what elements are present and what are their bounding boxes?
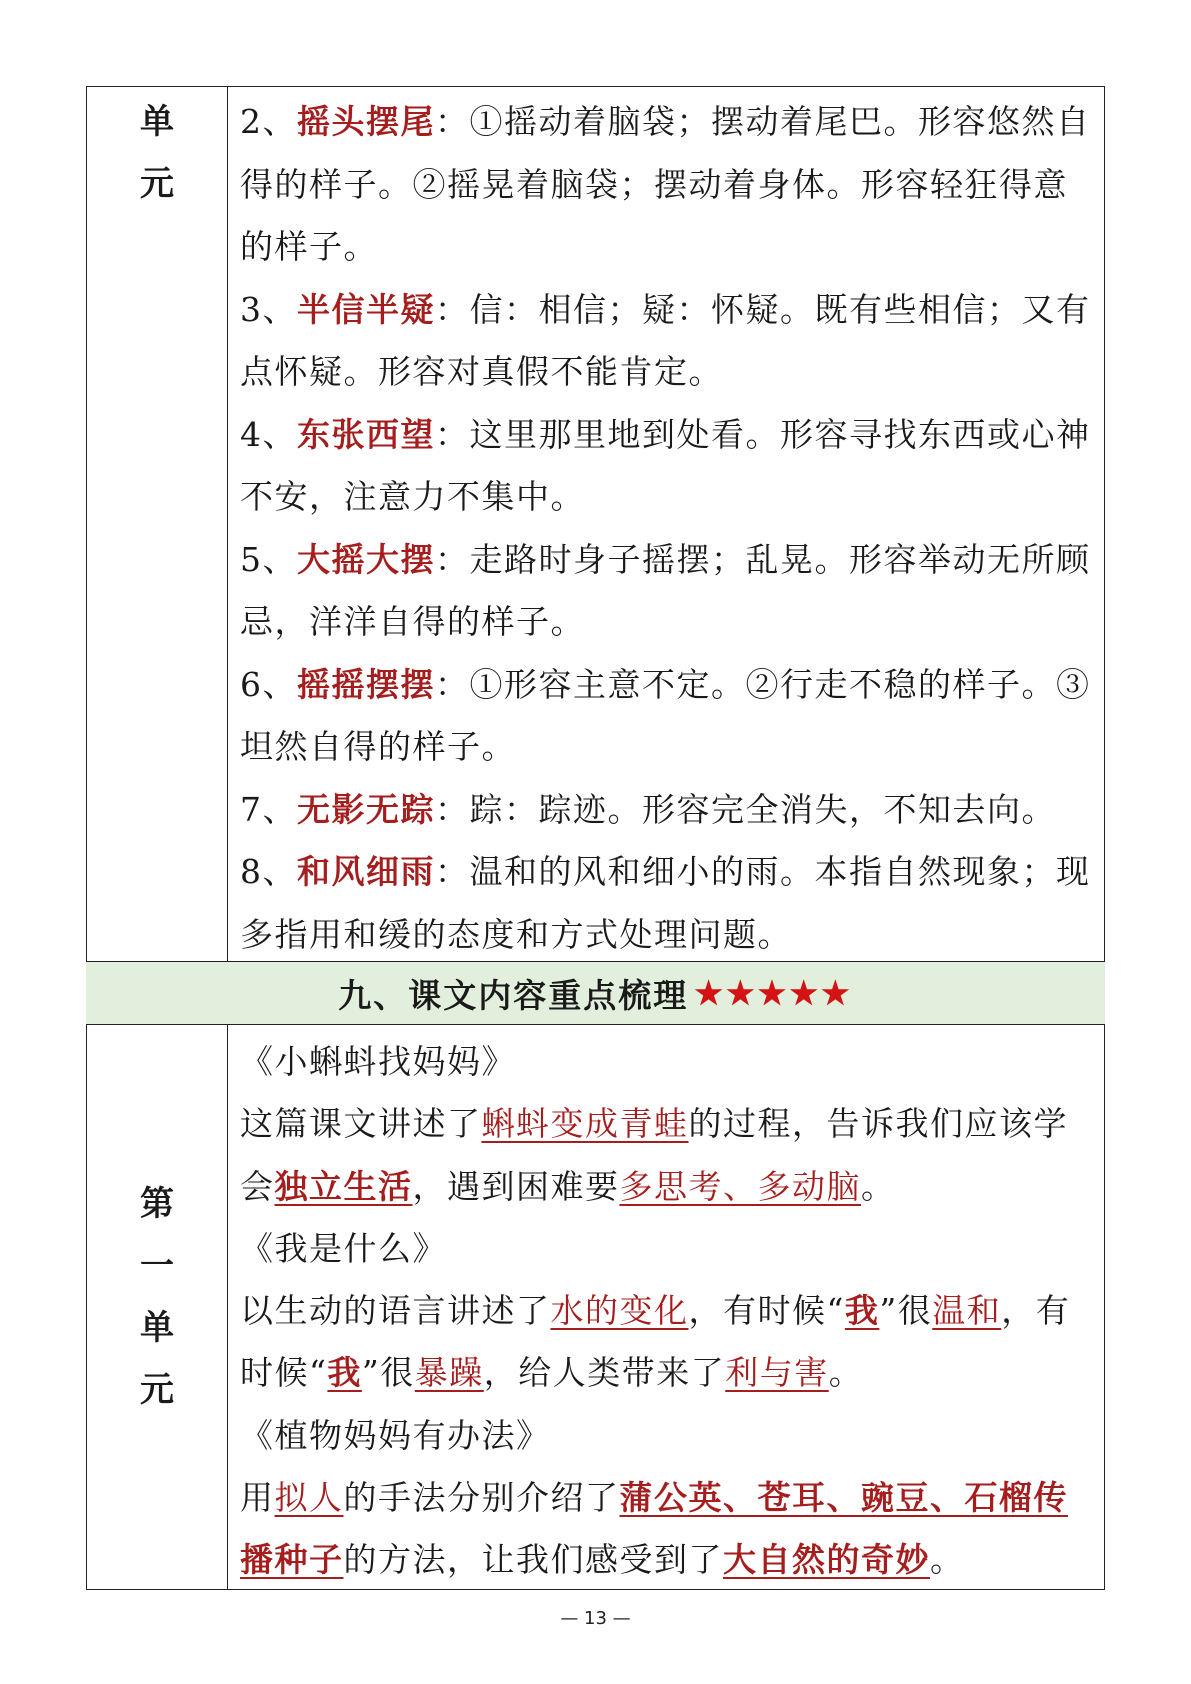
lesson-title: 《我是什么》: [240, 1228, 447, 1268]
unit-label: [87, 91, 227, 215]
key-point: 大自然的奇妙: [723, 1540, 930, 1580]
vocab-entry: 2、摇头摆尾：①摇动着脑袋；摆动着尾巴。形容悠然自得的样子。②摇晃着脑袋；摆动着身体。形容轻狂得意的样子。: [240, 102, 1091, 266]
key-point: 水的变化: [550, 1291, 689, 1331]
key-point: 利与害: [725, 1353, 829, 1393]
page-number: — 13 —: [560, 1608, 631, 1629]
key-point: 多思考、多动脑: [619, 1166, 861, 1206]
section-title: 九、课文内容重点梳理: [338, 975, 689, 1015]
unit-label: [87, 1173, 227, 1421]
idiom-term: 摇头摆尾: [297, 102, 435, 141]
lesson-summary: 用拟人的手法分别介绍了蒲公英、苍耳、豌豆、石榴传播种子的方法，让我们感受到了大自然的奇妙。: [240, 1478, 1068, 1580]
star-rating: ★★★★★: [694, 974, 853, 1012]
unit-label-char: 单: [140, 102, 174, 142]
idiom-term: 东张西望: [297, 414, 435, 454]
section-banner: [86, 962, 1105, 1024]
key-point: 蝌蚪变成青蛙: [481, 1104, 689, 1144]
key-point: 温和: [932, 1291, 1002, 1331]
unit-label-char: 单: [140, 1308, 174, 1348]
key-point: 拟人: [274, 1478, 344, 1518]
unit-label-char: 元: [140, 164, 174, 204]
unit-label-char: 一: [140, 1246, 174, 1286]
key-point: 蒲公英、苍耳、豌豆、石榴传播种子: [240, 1478, 1068, 1580]
idiom-term: 半信半疑: [297, 289, 435, 329]
unit-label-cell: [87, 1025, 228, 1589]
lesson-summary: 这篇课文讲述了蝌蚪变成青蛙的过程，告诉我们应该学会独立生活，遇到困难要多思考、多动脑。: [240, 1104, 1068, 1206]
idiom-term: 摇摇摆摆: [297, 664, 435, 704]
idiom-term: 大摇大摆: [297, 539, 435, 579]
idiom-term: 无影无踪: [297, 789, 435, 829]
lesson-content: [228, 1025, 1104, 1589]
key-point: 暴躁: [414, 1353, 484, 1393]
key-point: 独立生活: [274, 1166, 413, 1206]
vocab-entry: 7、无影无踪：踪：踪迹。形容完全消失，不知去向。: [240, 789, 1056, 829]
key-point: 我: [327, 1353, 362, 1393]
vocab-content: [228, 87, 1104, 961]
lesson-table: [86, 1024, 1105, 1590]
vocab-entry: 3、半信半疑：信：相信；疑：怀疑。既有些相信；又有点怀疑。形容对真假不能肯定。: [240, 289, 1091, 391]
unit-label-char: 第: [140, 1184, 174, 1224]
unit-label-char: 元: [140, 1370, 174, 1410]
vocab-entry: 8、和风细雨：温和的风和细小的雨。本指自然现象；现多指用和缓的态度和方式处理问题。: [240, 852, 1091, 954]
vocab-entry: 5、大摇大摆：走路时身子摇摆；乱晃。形容举动无所顾忌，洋洋自得的样子。: [240, 539, 1091, 641]
vocab-entry: 6、摇摇摆摆：①形容主意不定。②行走不稳的样子。③坦然自得的样子。: [240, 664, 1091, 766]
unit-label-cell: [87, 87, 228, 961]
lesson-title: 《植物妈妈有办法》: [240, 1415, 551, 1455]
lesson-summary: 以生动的语言讲述了水的变化，有时候“我”很温和，有时候“我”很暴躁，给人类带来了利与害。: [240, 1291, 1071, 1393]
idiom-term: 和风细雨: [297, 852, 435, 891]
vocab-entry: 4、东张西望：这里那里地到处看。形容寻找东西或心神不安，注意力不集中。: [240, 414, 1091, 516]
vocab-table: [86, 86, 1105, 962]
lesson-title: 《小蝌蚪找妈妈》: [240, 1042, 516, 1081]
key-point: 我: [844, 1291, 880, 1331]
